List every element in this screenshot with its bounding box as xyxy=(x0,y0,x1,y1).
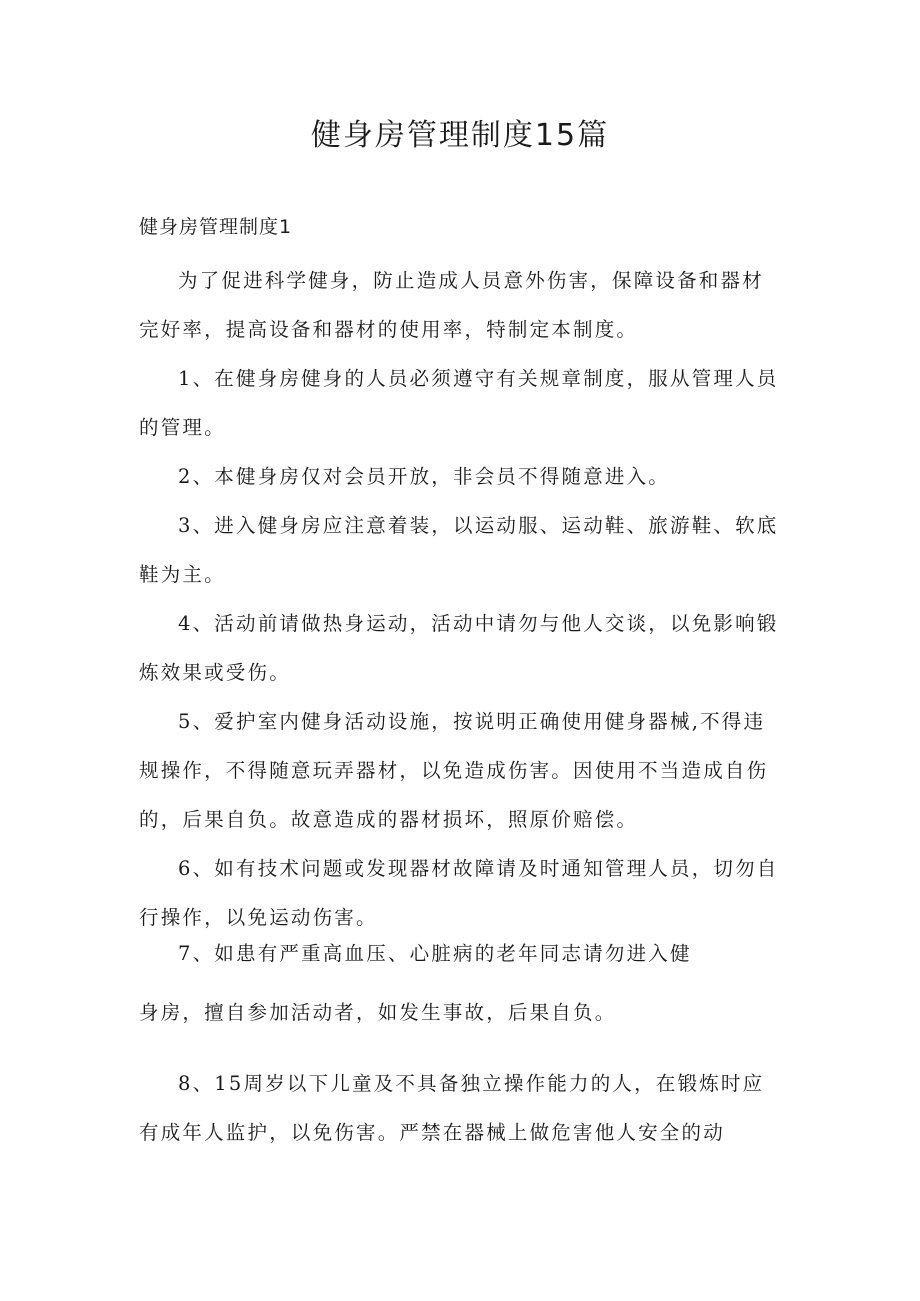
paragraph-line-1: 7、如患有严重高血压、心脏病的老年同志请勿进入健 xyxy=(178,942,692,965)
paragraph-text: 2、本健身房仅对会员开放，非会员不得随意进入。 xyxy=(178,465,671,488)
paragraph-item-3 xyxy=(139,501,784,599)
paragraph-item-6 xyxy=(139,844,784,942)
paragraph-text: 6、如有技术问题或发现器材故障请及时通知管理人员，切勿自行操作，以免运动伤害。 xyxy=(139,857,779,929)
paragraph-text: 为了促进科学健身，防止造成人员意外伤害，保障设备和器材完好率，提高设备和器材的使用率，特制定本制度。 xyxy=(139,269,764,341)
paragraph-text: 1、在健身房健身的人员必须遵守有关规章制度，服从管理人员的管理。 xyxy=(139,367,779,439)
paragraph-item-2 xyxy=(139,452,784,501)
paragraph-line-2: 身房，擅自参加活动者，如发生事故，后果自负。 xyxy=(139,1001,617,1024)
paragraph-item-8 xyxy=(139,1059,784,1157)
section-heading: 健身房管理制度1 xyxy=(139,216,293,238)
paragraph-item-5 xyxy=(139,697,784,844)
document-title: 健身房管理制度15篇 xyxy=(310,118,610,153)
paragraph-item-1 xyxy=(139,354,784,452)
paragraph-text: 4、活动前请做热身运动，活动中请勿与他人交谈，以免影响锻炼效果或受伤。 xyxy=(139,612,779,684)
paragraph-text: 3、进入健身房应注意着装，以运动服、运动鞋、旅游鞋、软底鞋为主。 xyxy=(139,514,779,586)
paragraph-text: 8、15周岁以下儿童及不具备独立操作能力的人，在锻炼时应有成年人监护，以免伤害。严禁在器械上做危害他人安全的动 xyxy=(139,1072,765,1144)
paragraph-item-7 xyxy=(139,937,784,971)
paragraph-item-4 xyxy=(139,599,784,697)
paragraph-intro xyxy=(139,256,784,354)
paragraph-text: 5、爱护室内健身活动设施，按说明正确使用健身器械,不得违规操作，不得随意玩弄器材，以免造成伤害。因使用不当造成自伤的，后果自负。故意造成的器材损坏，照原价赔偿。 xyxy=(139,710,769,831)
paragraph-item-7-continued xyxy=(139,996,784,1030)
